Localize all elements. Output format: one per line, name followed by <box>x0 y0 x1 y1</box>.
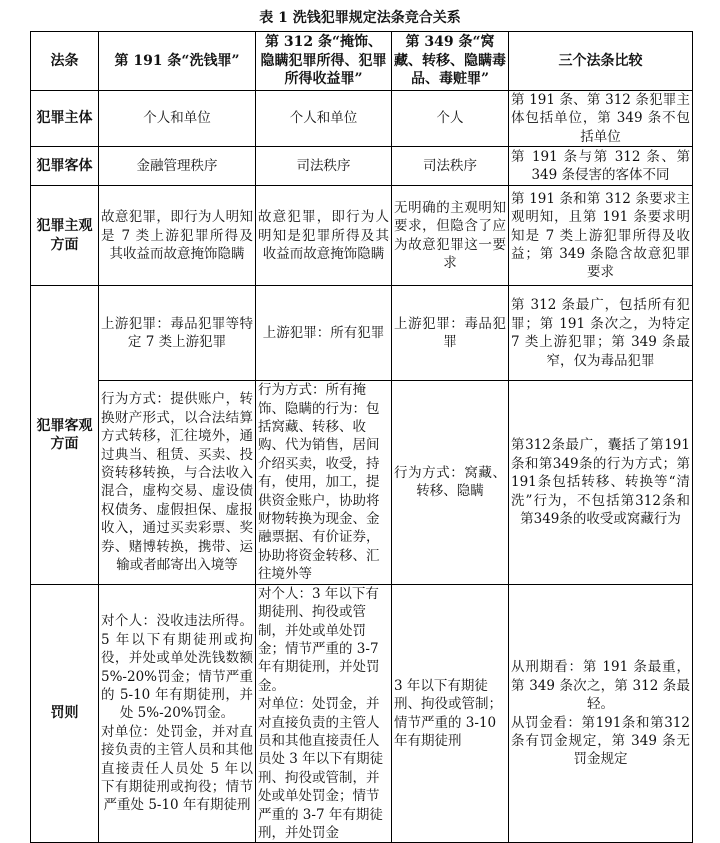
cell-conduct-art191: 行为方式：提供账户，转换财产形式，以合法结算方式转移，汇往境外，通过典当、租赁、买卖、投资转移转换，与合法收入混合，虚构交易、虚设债权债务、虚假担保、虚报收入，通过买卖彩票、奖券、赌博转换，携带、运输或者邮寄出入境等 <box>99 381 256 584</box>
row-objective-conduct <box>31 381 693 584</box>
cell-penalty-art349: 3 年以下有期徒刑、拘役或管制；情节严重的 3-10 年有期徒刑 <box>392 584 509 843</box>
cell-object-comparison: 第 191 条与第 312 条、第 349 条侵害的客体不同 <box>509 147 693 186</box>
penalty-art191-unit: 对单位：处罚金，并对直接负责的主管人员和其他直接责任人员处 5 年以下有期徒刑或拘役；情节严重处 5-10 年有期徒刑 <box>101 723 253 814</box>
penalty-art312-unit: 对单位：处罚金，并对直接负责的主管人员和其他直接责任人员处 3 年以下有期徒刑、拘役或管制，并处或单处罚金；情节严重的 3-7 年有期徒刑，并处罚金 <box>258 696 384 841</box>
cell-conduct-art312: 行为方式：所有掩饰、隐瞒的行为：包括窝藏、转移、收购、代为销售，居间介绍买卖，收受，持有，使用，加工，提供资金账户，协助将财物转换为现金、金融票据、有价证券，协助将资金转移、汇往境外等 <box>256 381 392 584</box>
table-caption: 表 1 洗钱犯罪规定法条竞合关系 <box>259 10 461 26</box>
row-penalty <box>31 584 693 843</box>
cell-penalty-comparison <box>509 584 693 843</box>
row-objective-upstream <box>31 286 693 381</box>
cell-upstream-comparison: 第 312 条最广，包括所有犯罪；第 191 条次之，为特定 7 类上游犯罪；第 349 条最窄，仅为毒品犯罪 <box>509 286 693 381</box>
cell-subject-art349: 个人 <box>392 91 509 147</box>
row-label-penalty: 罚则 <box>31 584 99 843</box>
header-art191: 第 191 条“洗钱罪” <box>99 32 256 91</box>
cell-subject-comparison: 第 191 条、第 312 条犯罪主体包括单位，第 349 条不包括单位 <box>509 91 693 147</box>
penalty-art191-individual: 对个人：没收违法所得。5 年以下有期徒刑或拘役，并处或单处洗钱数额5%-20%罚金；情节严重的 5-10 年有期徒刑，并处 5%-20%罚金。 <box>101 613 253 722</box>
row-subject <box>31 91 693 147</box>
row-label-objective: 犯罪客观方面 <box>31 286 99 584</box>
header-art349: 第 349 条“窝藏、转移、隐瞒毒品、毒赃罪” <box>392 32 509 91</box>
penalty-art312-individual: 对个人：3 年以下有期徒刑、拘役或管制，并处或单处罚金；情节严重的 3-7 年有期徒刑，并处罚金。 <box>258 585 380 694</box>
cell-conduct-art349: 行为方式：窝藏、转移、隐瞒 <box>392 381 509 584</box>
row-label-mental: 犯罪主观方面 <box>31 186 99 286</box>
cell-object-art312: 司法秩序 <box>256 147 392 186</box>
header-art312: 第 312 条“掩饰、隐瞒犯罪所得、犯罪所得收益罪” <box>256 32 392 91</box>
penalty-comparison-fine: 从罚金看：第191条和第312条有罚金规定，第 349 条无罚金规定 <box>511 714 690 768</box>
cell-mental-art312: 故意犯罪，即行为人明知是犯罪所得及其收益而故意掩饰隐瞒 <box>256 186 392 286</box>
cell-upstream-art191: 上游犯罪：毒品犯罪等特定 7 类上游犯罪 <box>99 286 256 381</box>
cell-conduct-comparison: 第312条最广，囊括了第191条和第349条的行为方式；第191条包括转移、转换等“清洗”行为，不包括第312条和第349条的收受或窝藏行为 <box>509 381 693 584</box>
comparison-table <box>30 31 693 843</box>
cell-upstream-art312: 上游犯罪：所有犯罪 <box>256 286 392 381</box>
cell-subject-art191: 个人和单位 <box>99 91 256 147</box>
cell-penalty-art191 <box>99 584 256 843</box>
row-object <box>31 147 693 186</box>
cell-object-art349: 司法秩序 <box>392 147 509 186</box>
cell-penalty-art312 <box>256 584 392 843</box>
cell-mental-art191: 故意犯罪，即行为人明知是 7 类上游犯罪所得及其收益而故意掩饰隐瞒 <box>99 186 256 286</box>
penalty-comparison-term: 从刑期看：第 191 条最重，第 349 条次之，第 312 条最轻。 <box>511 659 690 713</box>
header-row <box>31 32 693 91</box>
row-label-object: 犯罪客体 <box>31 147 99 186</box>
row-label-subject: 犯罪主体 <box>31 91 99 147</box>
cell-mental-comparison: 第 191 条和第 312 条要求主观明知，且第 191 条要求明知是 7 类上游犯罪所得及收益；第 349 条隐含故意犯罪要求 <box>509 186 693 286</box>
table-body <box>31 32 693 843</box>
header-comparison: 三个法条比较 <box>509 32 693 91</box>
cell-object-art191: 金融管理秩序 <box>99 147 256 186</box>
cell-mental-art349: 无明确的主观明知要求，但隐含了应为故意犯罪这一要求 <box>392 186 509 286</box>
cell-upstream-art349: 上游犯罪：毒品犯罪 <box>392 286 509 381</box>
header-clause: 法条 <box>31 32 99 91</box>
cell-subject-art312: 个人和单位 <box>256 91 392 147</box>
row-mental <box>31 186 693 286</box>
